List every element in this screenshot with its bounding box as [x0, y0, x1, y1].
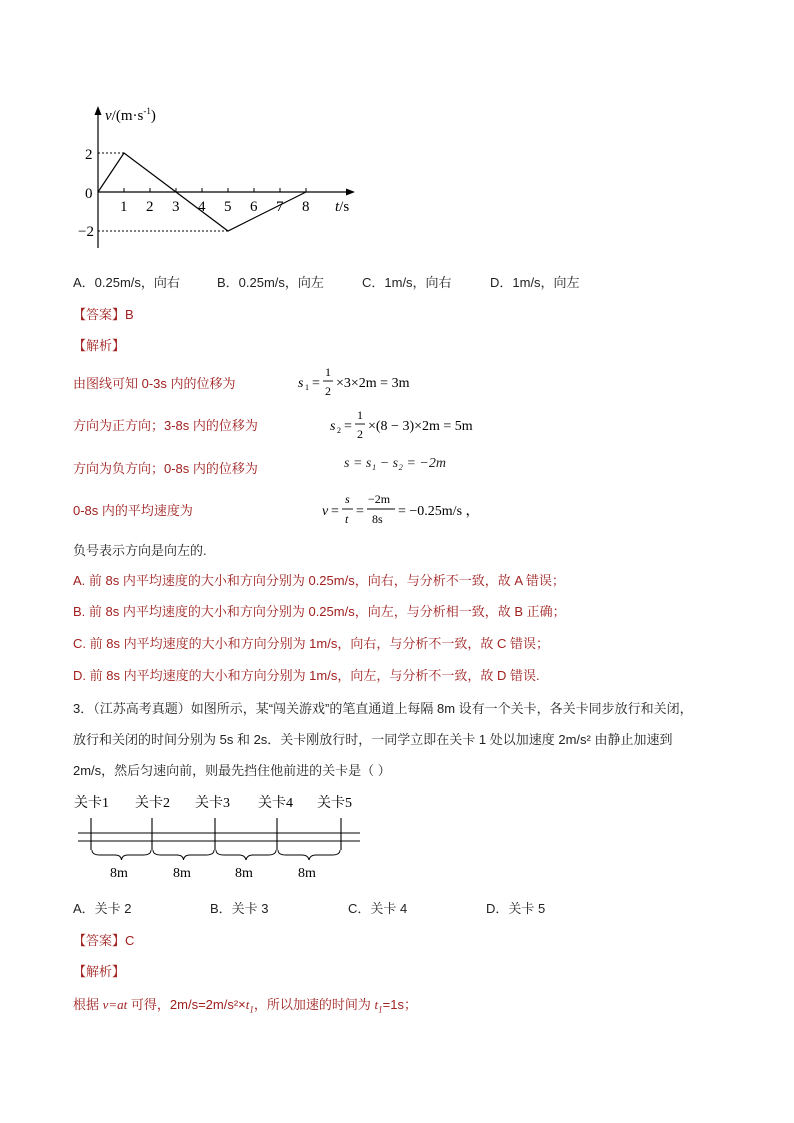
formula-average-velocity: [320, 490, 490, 530]
svg-text:s: s: [330, 419, 336, 434]
y-axis-arrow: [95, 106, 102, 115]
velocity-time-graph: [75, 98, 375, 258]
q3-analysis-title: 【解析】: [73, 964, 126, 979]
q2-option-b: B．0.25m/s，向左: [217, 275, 324, 290]
x-tick-label: 7: [276, 199, 284, 215]
distance-label: 8m: [235, 866, 253, 881]
q2-option-c: C．1m/s，向右: [362, 275, 452, 290]
q2-analysis-line: 方向为负方向；0-8s 内的位移为: [73, 461, 258, 476]
text-segment: =1s；: [382, 997, 417, 1012]
svg-text:=: =: [344, 419, 352, 434]
svg-text:=: =: [356, 504, 364, 519]
y-tick-minus2: −2: [78, 224, 94, 240]
x-axis-arrow: [346, 189, 355, 196]
svg-text:=: =: [331, 504, 339, 519]
formula-s-total: s = s₁ − s₂ = −2m: [344, 456, 446, 471]
distance-label: 8m: [110, 866, 128, 881]
distance-label: 8m: [173, 866, 191, 881]
q3-option-b: B．关卡 3: [210, 901, 269, 916]
q2-answer: 【答案】B: [73, 307, 134, 322]
q3-analysis-line: [73, 994, 417, 1015]
svg-text:2: 2: [357, 427, 363, 441]
t1-subscript: 1: [378, 1004, 383, 1015]
x-tick-label: 2: [146, 199, 154, 215]
q2-choice-analysis: D. 前 8s 内平均速度的大小和方向分别为 1m/s，向左，与分析不一致，故 D 错误.: [73, 668, 540, 683]
svg-text:×(8 − 3)×2m = 5m: ×(8 − 3)×2m = 5m: [368, 419, 473, 434]
checkpoint-label: 关卡2: [135, 796, 170, 811]
svg-text:−2m: −2m: [368, 492, 391, 506]
svg-text:=: =: [312, 376, 320, 391]
q3-answer: 【答案】C: [73, 933, 135, 948]
q2-choice-analysis: C. 前 8s 内平均速度的大小和方向分别为 1m/s，向右，与分析不一致，故 C 错误；: [73, 636, 549, 651]
q2-analysis-line: 0-8s 内的平均速度为: [73, 503, 193, 518]
x-tick-label: 6: [250, 199, 258, 215]
x-tick-label: 5: [224, 199, 232, 215]
x-tick-marks: [124, 188, 306, 192]
svg-text:= −0.25m/s ，: = −0.25m/s ，: [398, 504, 480, 519]
svg-text:1: 1: [305, 383, 309, 392]
q3-stem-line: 2m/s，然后匀速向前，则最先挡住他前进的关卡是（ ）: [73, 763, 391, 778]
q2-sign-note: 负号表示方向是向左的.: [73, 543, 207, 558]
checkpoint-label: 关卡4: [258, 796, 293, 811]
distance-label: 8m: [298, 866, 316, 881]
svg-text:2: 2: [325, 384, 331, 398]
formula-s1: [296, 362, 456, 402]
t1-symbol: t: [245, 997, 250, 1012]
x-tick-label: 8: [302, 199, 310, 215]
checkpoint-diagram: [70, 788, 370, 888]
x-tick-label: 1: [120, 199, 128, 215]
text-segment: 可得，2m/s=2m/s²×: [127, 997, 246, 1012]
svg-text:1: 1: [357, 408, 363, 422]
checkpoint-posts: [91, 818, 341, 850]
svg-text:t: t: [345, 512, 349, 526]
q2-choice-analysis: A. 前 8s 内平均速度的大小和方向分别为 0.25m/s，向右，与分析不一致，故 A 错误；: [73, 573, 565, 588]
x-tick-label: 3: [172, 199, 180, 215]
distance-braces: [92, 850, 340, 860]
svg-text:s: s: [298, 376, 304, 391]
q3-stem-line: 放行和关闭的时间分别为 5s 和 2s．关卡刚放行时，一同学立即在关卡 1 处以加速度 2m/s² 由静止加速到: [73, 732, 673, 747]
y-tick-0: 0: [85, 186, 93, 202]
q3-option-a: A．关卡 2: [73, 901, 132, 916]
formula-v-at: v=at: [102, 997, 128, 1012]
q3-option-c: C．关卡 4: [348, 901, 408, 916]
svg-text:s: s: [345, 492, 350, 506]
q2-analysis-line: 方向为正方向；3-8s 内的位移为: [73, 418, 258, 433]
svg-text:2: 2: [337, 426, 341, 435]
q2-option-d: D．1m/s，向左: [490, 275, 580, 290]
x-tick-label: 4: [198, 199, 206, 215]
t1-subscript: 1: [249, 1004, 254, 1015]
svg-text:×3×2m = 3m: ×3×2m = 3m: [336, 376, 410, 391]
q2-analysis-title: 【解析】: [73, 338, 126, 353]
svg-text:v: v: [322, 504, 329, 519]
y-axis-label: $v/(m\cdot s^{-1})$: [105, 106, 156, 124]
checkpoint-label: 关卡1: [74, 796, 109, 811]
t1-symbol: t: [374, 997, 379, 1012]
formula-s2: [328, 405, 498, 445]
text-segment: 根据: [73, 997, 103, 1012]
q3-option-d: D．关卡 5: [486, 901, 546, 916]
checkpoint-label: 关卡5: [317, 796, 352, 811]
checkpoint-label: 关卡3: [195, 796, 230, 811]
y-tick-2: 2: [85, 147, 93, 163]
q2-option-a: A．0.25m/s，向右: [73, 275, 180, 290]
q2-choice-analysis: B. 前 8s 内平均速度的大小和方向分别为 0.25m/s，向左，与分析相一致，故 B 正确；: [73, 604, 566, 619]
q2-analysis-line: 由图线可知 0-3s 内的位移为: [73, 376, 236, 391]
x-axis-label: t/s: [335, 199, 350, 215]
q3-stem-line: 3．（江苏高考真题）如图所示，某“闯关游戏”的笔直通道上每隔 8m 设有一个关卡，各关卡同步放行和关闭，: [73, 701, 693, 716]
text-segment: ，所以加速的时间为: [253, 997, 375, 1012]
svg-text:8s: 8s: [372, 512, 383, 526]
svg-text:1: 1: [325, 365, 331, 379]
